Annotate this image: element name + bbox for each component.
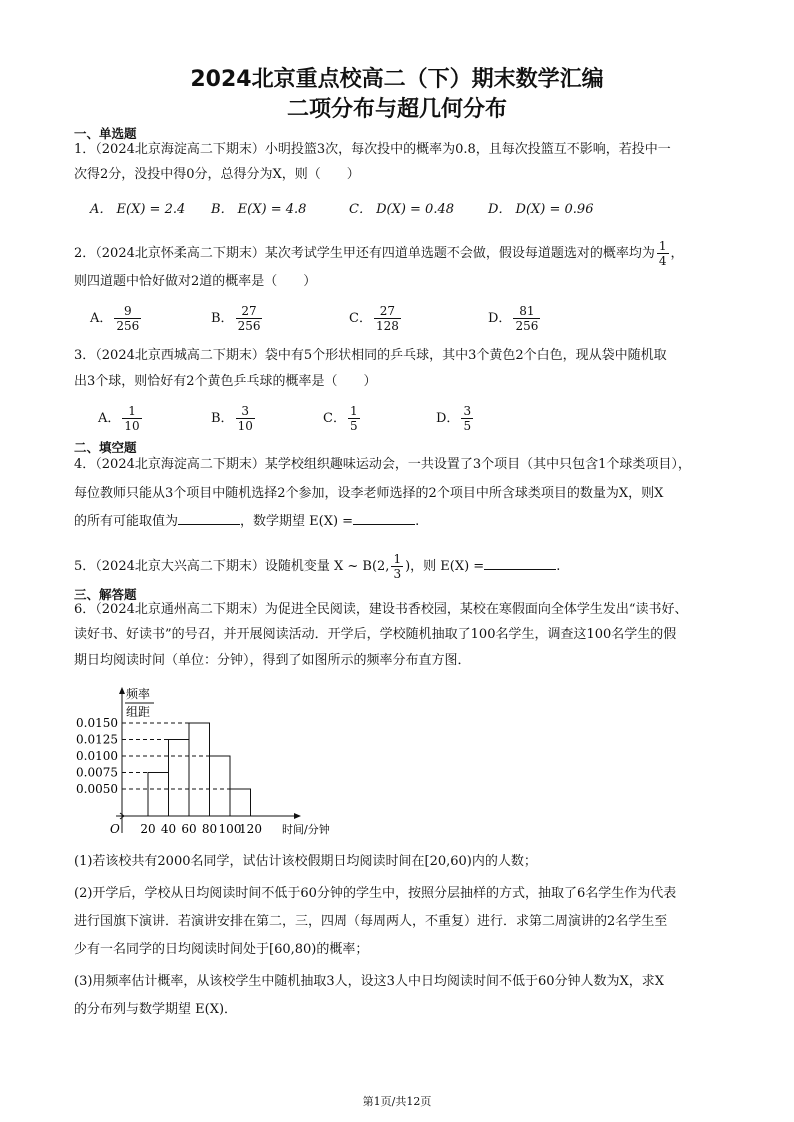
q5-text-b: ，则 E(X) = bbox=[410, 559, 485, 574]
q6-part1: (1)若该校共有2000名同学，试估计该校假期日均阅读时间在[20,60)内的人数； bbox=[74, 854, 537, 869]
q3-option-b-den: 10 bbox=[237, 419, 253, 433]
q2-option-c-label: C． bbox=[349, 311, 372, 326]
q3-option-a[interactable] bbox=[98, 404, 144, 433]
q2-text-line1-main: 2．（2024北京怀柔高二下期末）某次考试学生甲还有四道单选题不会做，假设每道题选对的概率均为 bbox=[74, 246, 655, 261]
y-tick-label: 0.0075 bbox=[76, 765, 118, 780]
q2-option-a[interactable] bbox=[90, 304, 143, 333]
q6-part2-line1: (2)开学后，学校从日均阅读时间不低于60分钟的学生中，按照分层抽样的方式，抽取了6名学生作为代表 bbox=[74, 886, 677, 901]
q4-text-line3-b: ，数学期望 E(X) = bbox=[240, 514, 354, 529]
q3-option-c-den: 5 bbox=[349, 419, 358, 433]
frequency-histogram bbox=[70, 685, 350, 840]
y-tick-label: 0.0125 bbox=[76, 732, 118, 747]
q1-text-line2: 次得2分，没投中得0分，总得分为X，则（ ） bbox=[74, 167, 360, 182]
q2-option-b-label: B． bbox=[211, 311, 234, 326]
q3-text-line2: 出3个球，则恰好有2个黄色乒乓球的概率是（ ） bbox=[74, 374, 377, 389]
q3-option-b[interactable] bbox=[211, 404, 257, 433]
q1-option-c[interactable]: C． D(X) = 0.48 bbox=[349, 202, 455, 217]
q3-option-c-num: 1 bbox=[349, 404, 358, 418]
y-label-top: 频率 bbox=[126, 687, 151, 701]
y-tick-label: 0.0100 bbox=[76, 749, 118, 763]
x-axis-label: 时间/分钟 bbox=[282, 823, 330, 836]
q4-text-line2: 每位教师只能从3个项目中随机选择2个参加，设李老师选择的2个项目中所含球类项目的数量为X，则X bbox=[74, 486, 664, 501]
q3-option-a-label: A． bbox=[98, 411, 121, 426]
x-tick-label: 20 bbox=[140, 822, 156, 836]
section-heading-single-choice: 一、单选题 bbox=[74, 126, 137, 141]
q6-part3-line2: 的分布列与数学期望 E(X)． bbox=[74, 1002, 238, 1017]
section-heading-solution: 三、解答题 bbox=[74, 587, 137, 602]
q3-option-b-label: B． bbox=[211, 411, 234, 426]
q5-frac-den: 3 bbox=[393, 567, 402, 581]
q2-option-d[interactable] bbox=[488, 304, 542, 333]
q2-option-a-num: 9 bbox=[114, 304, 141, 319]
document-title: 2024北京重点校高二（下）期末数学汇编 bbox=[190, 67, 604, 92]
q2-frac-den: 4 bbox=[658, 254, 667, 268]
q6-part3-line1: (3)用频率估计概率，从该校学生中随机抽取3人，设这3人中日均阅读时间不低于60分钟人数为X，求X bbox=[74, 974, 665, 989]
x-tick-label: 100 bbox=[218, 822, 242, 836]
q4-text-line3-a: 的所有可能取值为 bbox=[74, 514, 179, 529]
y-tick-label: 0.0050 bbox=[76, 782, 118, 796]
y-label-bottom: 组距 bbox=[126, 705, 151, 719]
q2-option-b-num: 27 bbox=[236, 304, 263, 319]
y-tick-label: 0.0150 bbox=[76, 716, 118, 730]
histogram-bar bbox=[210, 756, 231, 816]
q1-option-d[interactable]: D． D(X) = 0.96 bbox=[488, 202, 594, 217]
x-axis-arrow bbox=[294, 813, 301, 819]
q3-option-d-label: D． bbox=[436, 411, 460, 426]
q4-text-line3-c: . bbox=[415, 514, 420, 529]
q2-option-d-num: 81 bbox=[513, 304, 540, 319]
q2-text-line1-end: ， bbox=[670, 246, 684, 261]
q5-paren-open: (2, bbox=[371, 559, 390, 574]
q3-option-c[interactable] bbox=[323, 404, 362, 433]
q2-option-d-den: 256 bbox=[515, 319, 539, 333]
q3-option-d-num: 3 bbox=[463, 404, 472, 418]
document-subtitle: 二项分布与超几何分布 bbox=[286, 97, 507, 122]
q3-option-d[interactable] bbox=[436, 404, 475, 433]
x-tick-label: 80 bbox=[201, 822, 218, 836]
origin-label: O bbox=[110, 822, 120, 836]
q4-blank-expectation[interactable] bbox=[353, 512, 415, 525]
histogram-bar bbox=[189, 723, 210, 816]
q6-text-line1: 6．（2024北京通州高二下期末）为促进全民阅读，建设书香校园，某校在寒假面向全体学生发出“读书好、 bbox=[74, 602, 688, 617]
q6-text-line3: 期日均阅读时间（单位：分钟），得到了如图所示的频率分布直方图． bbox=[74, 653, 471, 668]
q3-text-line1: 3．（2024北京西城高二下期末）袋中有5个形状相同的乒乓球，其中3个黄色2个白色，现从袋中随机取 bbox=[74, 348, 667, 363]
page-number: 第1页/共12页 bbox=[362, 1095, 432, 1108]
q1-text-line1: 1．（2024北京海淀高二下期末）小明投篮3次，每次投中的概率为0.8，且每次投篮互不影响，若投中一 bbox=[74, 142, 671, 157]
q2-option-d-label: D． bbox=[488, 311, 512, 326]
y-axis-arrow bbox=[119, 687, 125, 694]
q2-option-a-label: A． bbox=[90, 311, 113, 326]
q2-option-b[interactable] bbox=[211, 304, 264, 333]
section-heading-fill-blank: 二、填空题 bbox=[74, 440, 137, 455]
q6-part2-line3: 少有一名同学的日均阅读时间处于[60,80)的概率； bbox=[74, 942, 369, 957]
q1-option-b[interactable]: B． E(X) = 4.8 bbox=[211, 202, 307, 217]
q3-option-b-num: 3 bbox=[236, 404, 255, 419]
q3-option-a-den: 10 bbox=[124, 419, 140, 433]
q2-option-b-den: 256 bbox=[237, 319, 261, 333]
q5-frac-num: 1 bbox=[393, 552, 402, 566]
q5-paren-close: ) bbox=[405, 559, 411, 574]
q3-option-a-num: 1 bbox=[122, 404, 141, 419]
histogram-bar bbox=[230, 789, 251, 816]
q2-text-line1 bbox=[74, 239, 774, 268]
histogram-bar bbox=[169, 740, 190, 817]
q2-option-c[interactable] bbox=[349, 304, 403, 333]
q3-option-c-label: C． bbox=[323, 411, 346, 426]
q2-text-line2: 则四道题中恰好做对2道的概率是（ ） bbox=[74, 274, 317, 289]
q4-blank-values[interactable] bbox=[178, 512, 240, 525]
q6-text-line2: 读好书、好读书”的号召，并开展阅读活动．开学后，学校随机抽取了100名学生，调查这100名学生的假 bbox=[74, 627, 677, 642]
q1-option-a[interactable]: A． E(X) = 2.4 bbox=[90, 202, 186, 217]
histogram-bar bbox=[148, 773, 169, 817]
q2-fraction bbox=[657, 239, 669, 268]
q6-part2-line2: 进行国旗下演讲．若演讲安排在第二，三，四周（每周两人，不重复）进行．求第二周演讲的2名学生至 bbox=[74, 914, 668, 929]
x-tick-label: 40 bbox=[160, 822, 177, 836]
q2-option-c-den: 128 bbox=[375, 319, 399, 333]
q5-text-line bbox=[74, 552, 724, 581]
x-tick-label: 60 bbox=[181, 822, 197, 836]
q3-option-d-den: 5 bbox=[463, 419, 472, 433]
q5-blank-expectation[interactable] bbox=[484, 557, 556, 570]
q4-text-line1: 4．（2024北京海淀高二下期末）某学校组织趣味运动会，一共设置了3个项目（其中只包含1个球类项目）， bbox=[74, 457, 691, 472]
q2-option-c-num: 27 bbox=[374, 304, 401, 319]
x-tick-label: 120 bbox=[239, 822, 262, 836]
q5-text-a: 5．（2024北京大兴高二下期末）设随机变量 X ~ B bbox=[74, 559, 372, 574]
q2-frac-num: 1 bbox=[658, 239, 667, 253]
q5-text-c: . bbox=[556, 559, 561, 574]
q2-option-a-den: 256 bbox=[116, 319, 140, 333]
q4-text-line3 bbox=[74, 512, 724, 532]
